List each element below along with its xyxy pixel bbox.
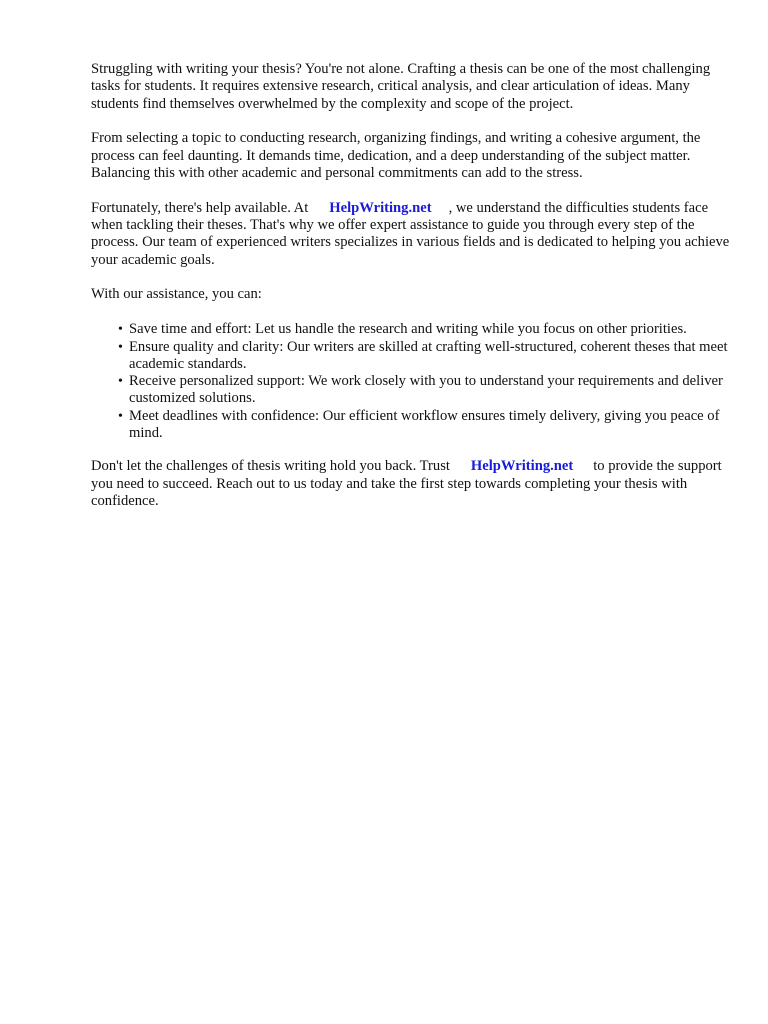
list-item-text: Meet deadlines with confidence: Our efficient workflow ensures timely delivery, giving you peace of mind. — [129, 407, 720, 442]
bullet-icon: • — [118, 374, 123, 390]
closing-paragraph-text-end: to provide the support you need to succeed. Reach out to us today and take the first step towards completing your thesis with confidence. — [91, 458, 722, 509]
helpwriting-link[interactable]: HelpWriting.net — [329, 199, 432, 216]
document-body — [91, 61, 731, 528]
intro-paragraph: Struggling with writing your thesis? You're not alone. Crafting a thesis can be one of the most challenging tasks for students. It requires extensive research, critical analysis, and clear articulation of ideas. Many students find themselves overwhelmed by the complexity and scope of the project. — [91, 61, 711, 112]
assistance-lead-paragraph: With our assistance, you can: — [91, 286, 262, 303]
list-item-text: Save time and effort: Let us handle the research and writing while you focus on other priorities. — [129, 321, 687, 338]
bullet-icon: • — [118, 339, 123, 355]
closing-paragraph-text-start: Don't let the challenges of thesis writing hold you back. Trust — [91, 458, 450, 475]
list-item-text: Ensure quality and clarity: Our writers are skilled at crafting well-structured, coherent theses that meet academic standards. — [129, 338, 728, 372]
list-item — [118, 407, 731, 443]
list-item — [118, 373, 731, 408]
list-item — [118, 321, 731, 338]
bullet-icon: • — [118, 408, 123, 424]
benefits-list — [91, 321, 731, 442]
help-paragraph — [91, 200, 731, 269]
closing-paragraph — [91, 458, 731, 510]
list-item — [118, 338, 731, 374]
helpwriting-link-closing[interactable]: HelpWriting.net — [470, 458, 574, 475]
help-paragraph-text-end: , we understand the difficulties students face when tackling their theses. That's why we offer expert assistance to guide you through every step of the process. Our team of experienced writers specializes in various fields and is dedicated to helping you achieve your academic goals. — [91, 199, 730, 268]
list-item-text: Receive personalized support: We work closely with you to understand your requirements and deliver customized solutions. — [129, 373, 723, 407]
challenges-paragraph: From selecting a topic to conducting research, organizing findings, and writing a cohesive argument, the process can feel daunting. It demands time, dedication, and a deep understanding of the subject matter. Balancing this with other academic and personal commitments can add to the stress. — [91, 130, 701, 181]
help-paragraph-text-start: Fortunately, there's help available. At — [91, 199, 309, 216]
bullet-icon: • — [118, 322, 123, 338]
